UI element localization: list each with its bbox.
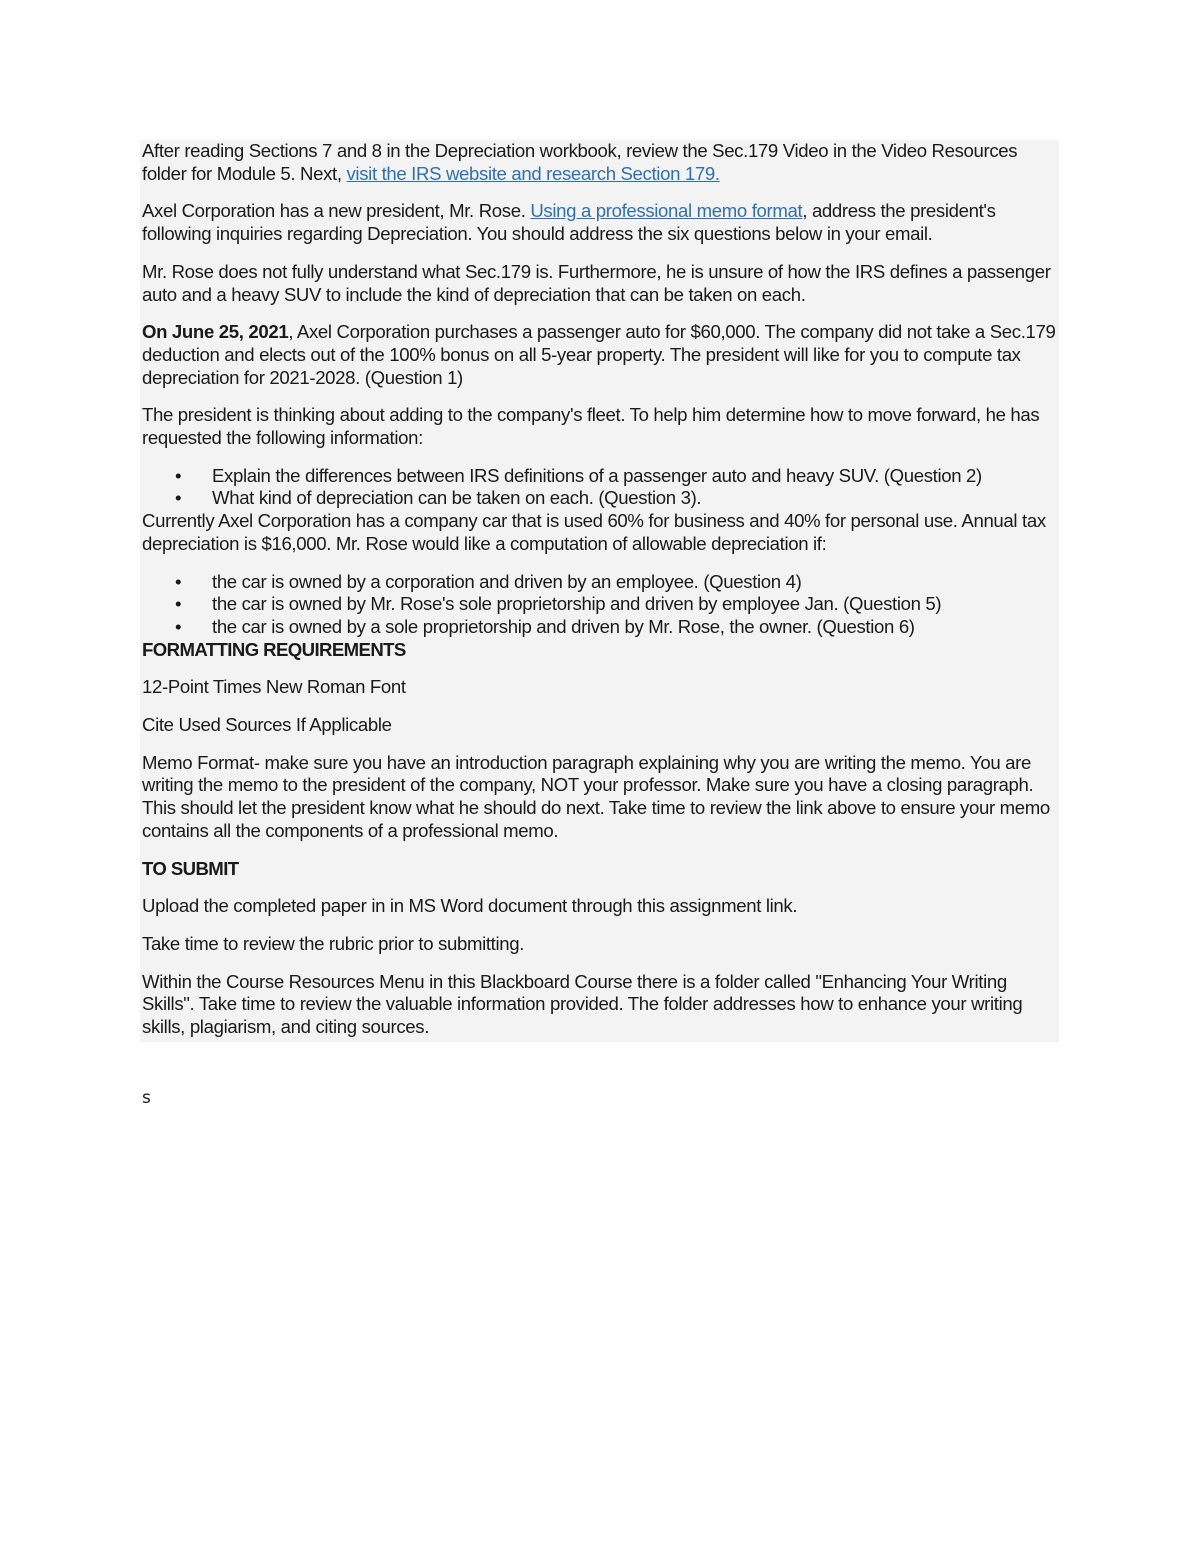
president-text-after: , address the president's following inquiries regarding Depreciation. You should address the six questions below in your email. <box>142 200 996 245</box>
bullet-icon: • <box>175 487 182 509</box>
purchase-date: On June 25, 2021 <box>142 321 289 343</box>
question1-paragraph <box>142 321 1057 389</box>
list-item: • the car is owned by a corporation and driven by an employee. (Question 4) <box>175 570 802 592</box>
irs-website-link[interactable]: visit the IRS website and research Section 179. <box>346 162 720 184</box>
fleet-paragraph: The president is thinking about adding to the company's fleet. To help him determine how to move forward, he has requested the following information: <box>142 404 1040 449</box>
list-item: • Explain the differences between IRS definitions of a passenger auto and heavy SUV. (Question 2) <box>175 464 982 486</box>
to-submit-heading: TO SUBMIT <box>142 857 239 879</box>
list-item: • What kind of depreciation can be taken on each. (Question 3). <box>175 487 702 509</box>
formatting-requirements-heading: FORMATTING REQUIREMENTS <box>142 638 406 660</box>
company-car-paragraph: Currently Axel Corporation has a company car that is used 60% for business and 40% for personal use. Annual tax depreciation is $16,000. Mr. Rose would like a computation of allowable depreciation if: <box>142 510 1046 554</box>
upload-instruction: Upload the completed paper in in MS Word document through this assignment link. <box>142 895 798 917</box>
intro-text: After reading Sections 7 and 8 in the Depreciation workbook, review the Sec.179 Video in the Video Resources folder for Module 5. Next, <box>142 140 1018 184</box>
trailing-character: s <box>142 1088 151 1108</box>
fleet-question-list <box>142 465 1057 510</box>
cite-requirement: Cite Used Sources If Applicable <box>142 714 392 736</box>
bullet-icon: • <box>175 593 182 615</box>
bullet-icon: • <box>175 615 182 637</box>
company-car-question-list <box>142 571 1057 639</box>
list-item: • the car is owned by a sole proprietorship and driven by Mr. Rose, the owner. (Question 6) <box>175 615 915 637</box>
list-item: • the car is owned by Mr. Rose's sole proprietorship and driven by employee Jan. (Question 5) <box>175 593 942 615</box>
sec179-paragraph: Mr. Rose does not fully understand what Sec.179 is. Furthermore, he is unsure of how the IRS defines a passenger auto and a heavy SUV to include the kind of depreciation that can be taken on each. <box>142 260 1051 305</box>
bullet-icon: • <box>175 570 182 592</box>
assignment-instructions <box>140 140 1059 1042</box>
rubric-instruction: Take time to review the rubric prior to submitting. <box>142 932 525 954</box>
question1-text: , Axel Corporation purchases a passenger auto for $60,000. The company did not take a Sec.179 deduction and elects out of the 100% bonus on all 5-year property. The president will like for you to compute tax depreciation for 2021-2028. (Question 1) <box>142 321 1056 388</box>
intro-paragraph <box>142 140 1057 185</box>
memo-format-link[interactable]: Using a professional memo format <box>530 200 803 222</box>
president-paragraph <box>142 200 1057 245</box>
bullet-icon: • <box>175 464 182 486</box>
memo-format-requirement: Memo Format- make sure you have an introduction paragraph explaining why you are writing the memo. You are writing the memo to the president of the company, NOT your professor. Make sure you have a closing paragraph. This should let the president know what he should do next. Take time to review the link above to ensure your memo contains all the components of a professional memo. <box>142 751 1050 841</box>
president-text: Axel Corporation has a new president, Mr. Rose. <box>142 200 531 222</box>
writing-skills-paragraph: Within the Course Resources Menu in this Blackboard Course there is a folder called "Enhancing Your Writing Skills". Take time to review the valuable information provided. The folder addresses how to enhance your writing skills, plagiarism, and citing sources. <box>142 970 1023 1038</box>
font-requirement: 12-Point Times New Roman Font <box>142 676 406 698</box>
